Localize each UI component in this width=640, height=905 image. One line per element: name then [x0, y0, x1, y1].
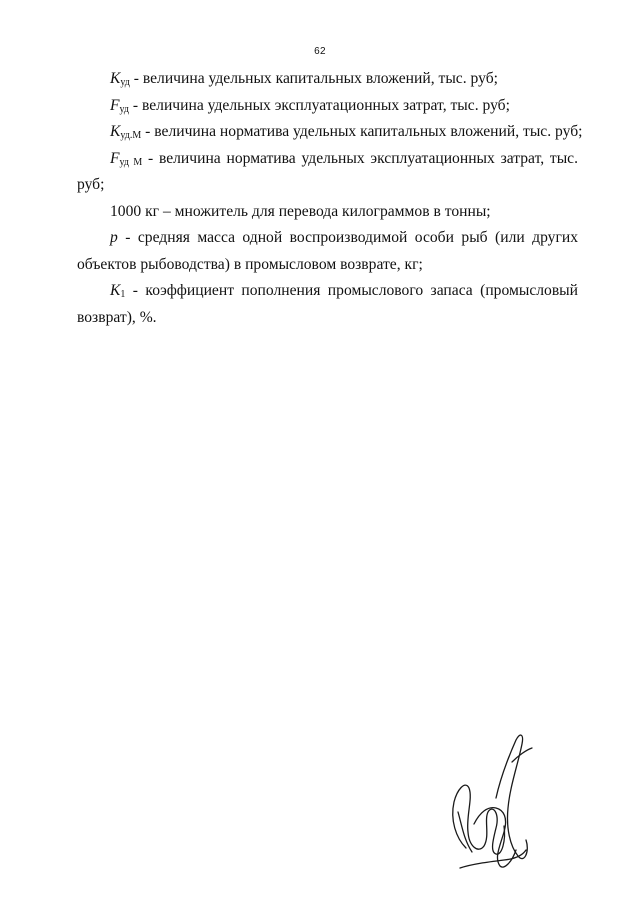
definition-multiplier: [77, 199, 578, 226]
definition-symbol: $F_{уд М}$: [110, 149, 143, 168]
definition-k1: [77, 278, 578, 331]
definition-symbol: $K_1$: [110, 282, 126, 300]
definition-text: - средняя масса одной воспроизводимой особи рыб (или других объектов рыбоводства) в промысловом возврате, кг;: [77, 229, 578, 273]
definition-symbol: $K_{уд.М}$: [110, 123, 142, 141]
definition-symbol: p: [110, 229, 118, 246]
definition-f-ud-m: [77, 146, 578, 199]
definition-text: - величина норматива удельных эксплуатационных затрат, тыс. руб;: [77, 149, 578, 193]
definition-k-ud-m: [77, 119, 583, 146]
signature-stroke: [512, 748, 532, 762]
definition-f-ud: [77, 93, 578, 120]
definition-k-ud: [77, 66, 578, 93]
definitions-list: [77, 66, 583, 331]
definition-symbol: $K_{уд}$: [110, 70, 130, 88]
definition-text: - величина удельных эксплуатационных затрат, тыс. руб;: [129, 96, 510, 114]
definition-text: - коэффициент пополнения промыслового запаса (промысловый возврат), %.: [77, 282, 578, 326]
handwritten-signature: [438, 728, 538, 878]
definition-symbol: $F_{уд}$: [110, 96, 129, 115]
definition-p: [77, 225, 578, 278]
definition-text: - величина норматива удельных капитальных вложений, тыс. руб;: [141, 123, 583, 140]
definition-text: - величина удельных капитальных вложений, тыс. руб;: [129, 70, 498, 87]
page-number: 62: [314, 46, 326, 57]
definition-text: 1000 кг – множитель для перевода килограммов в тонны;: [110, 202, 491, 220]
